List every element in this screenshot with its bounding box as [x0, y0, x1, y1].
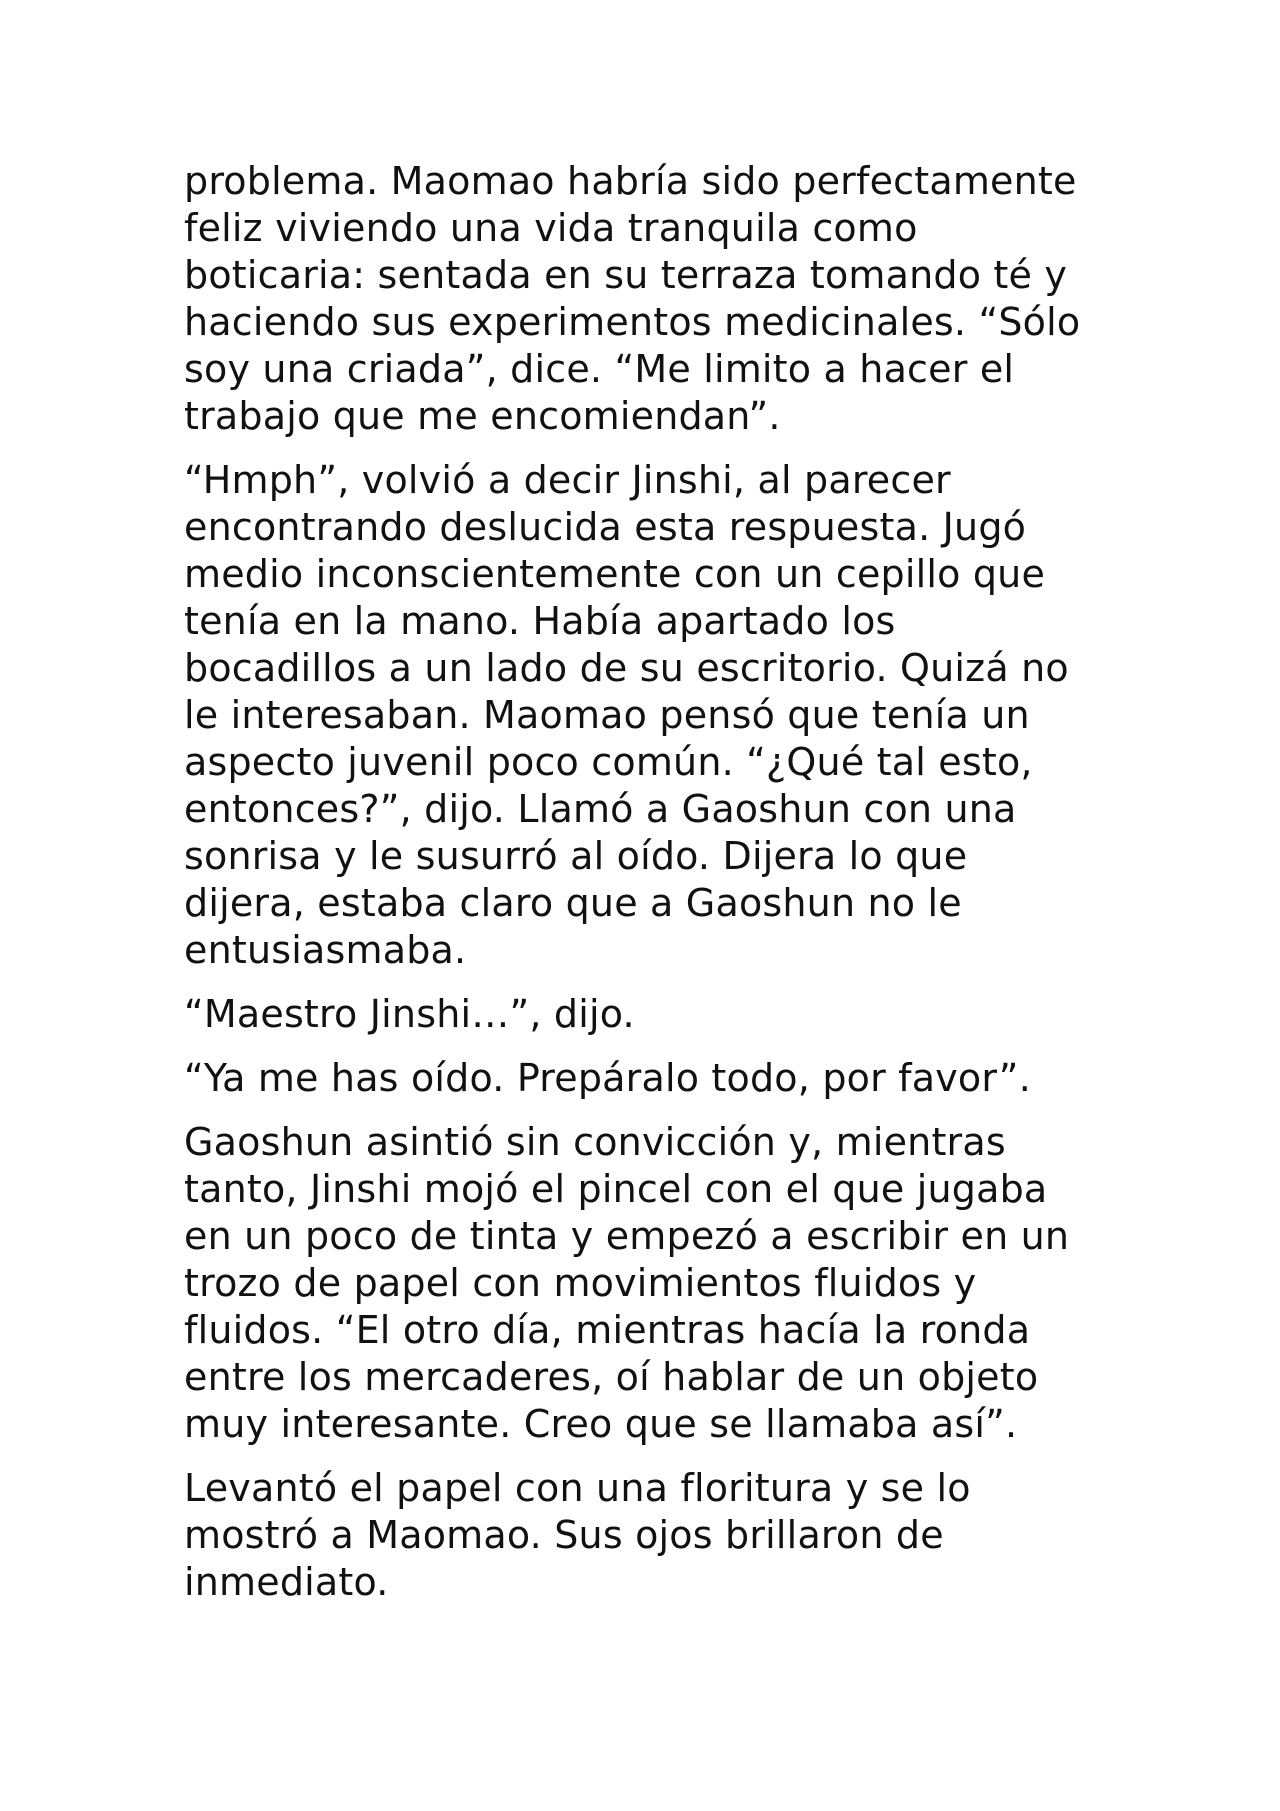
paragraph-4: “Ya me has oído. Prepáralo todo, por favor”. [184, 1056, 1031, 1100]
page-text [184, 158, 1114, 1623]
paragraph-6: Levantó el papel con una floritura y se lo mostró a Maomao. Sus ojos brillaron de inmediato. [184, 1466, 971, 1604]
paragraph-5: Gaoshun asintió sin convicción y, mientras tanto, Jinshi mojó el pincel con el que jugaba en un poco de tinta y empezó a escribir en un trozo de papel con movimientos fluidos y fluidos. “El otro día, mientras hacía la ronda entre los mercaderes, oí hablar de un objeto muy interesante. Creo que se llamaba así”. [184, 1120, 1070, 1446]
paragraph-1: problema. Maomao habría sido perfectamente feliz viviendo una vida tranquila como boticaria: sentada en su terraza tomando té y haciendo sus experimentos medicinales. “Sólo soy una criada”, dice. “Me limito a hacer el trabajo que me encomiendan”. [184, 159, 1081, 438]
paragraph-3: “Maestro Jinshi…”, dijo. [184, 992, 635, 1036]
paragraph-2: “Hmph”, volvió a decir Jinshi, al parecer encontrando deslucida esta respuesta. Jugó medio inconscientemente con un cepillo que tenía en la mano. Había apartado los bocadillos a un lado de su escritorio. Quizá no le interesaban. Maomao pensó que tenía un aspecto juvenil poco común. “¿Qué tal esto, entonces?”, dijo. Llamó a Gaoshun con una sonrisa y le susurró al oído. Dijera lo que dijera, estaba claro que a Gaoshun no le entusiasmaba. [184, 458, 1069, 972]
